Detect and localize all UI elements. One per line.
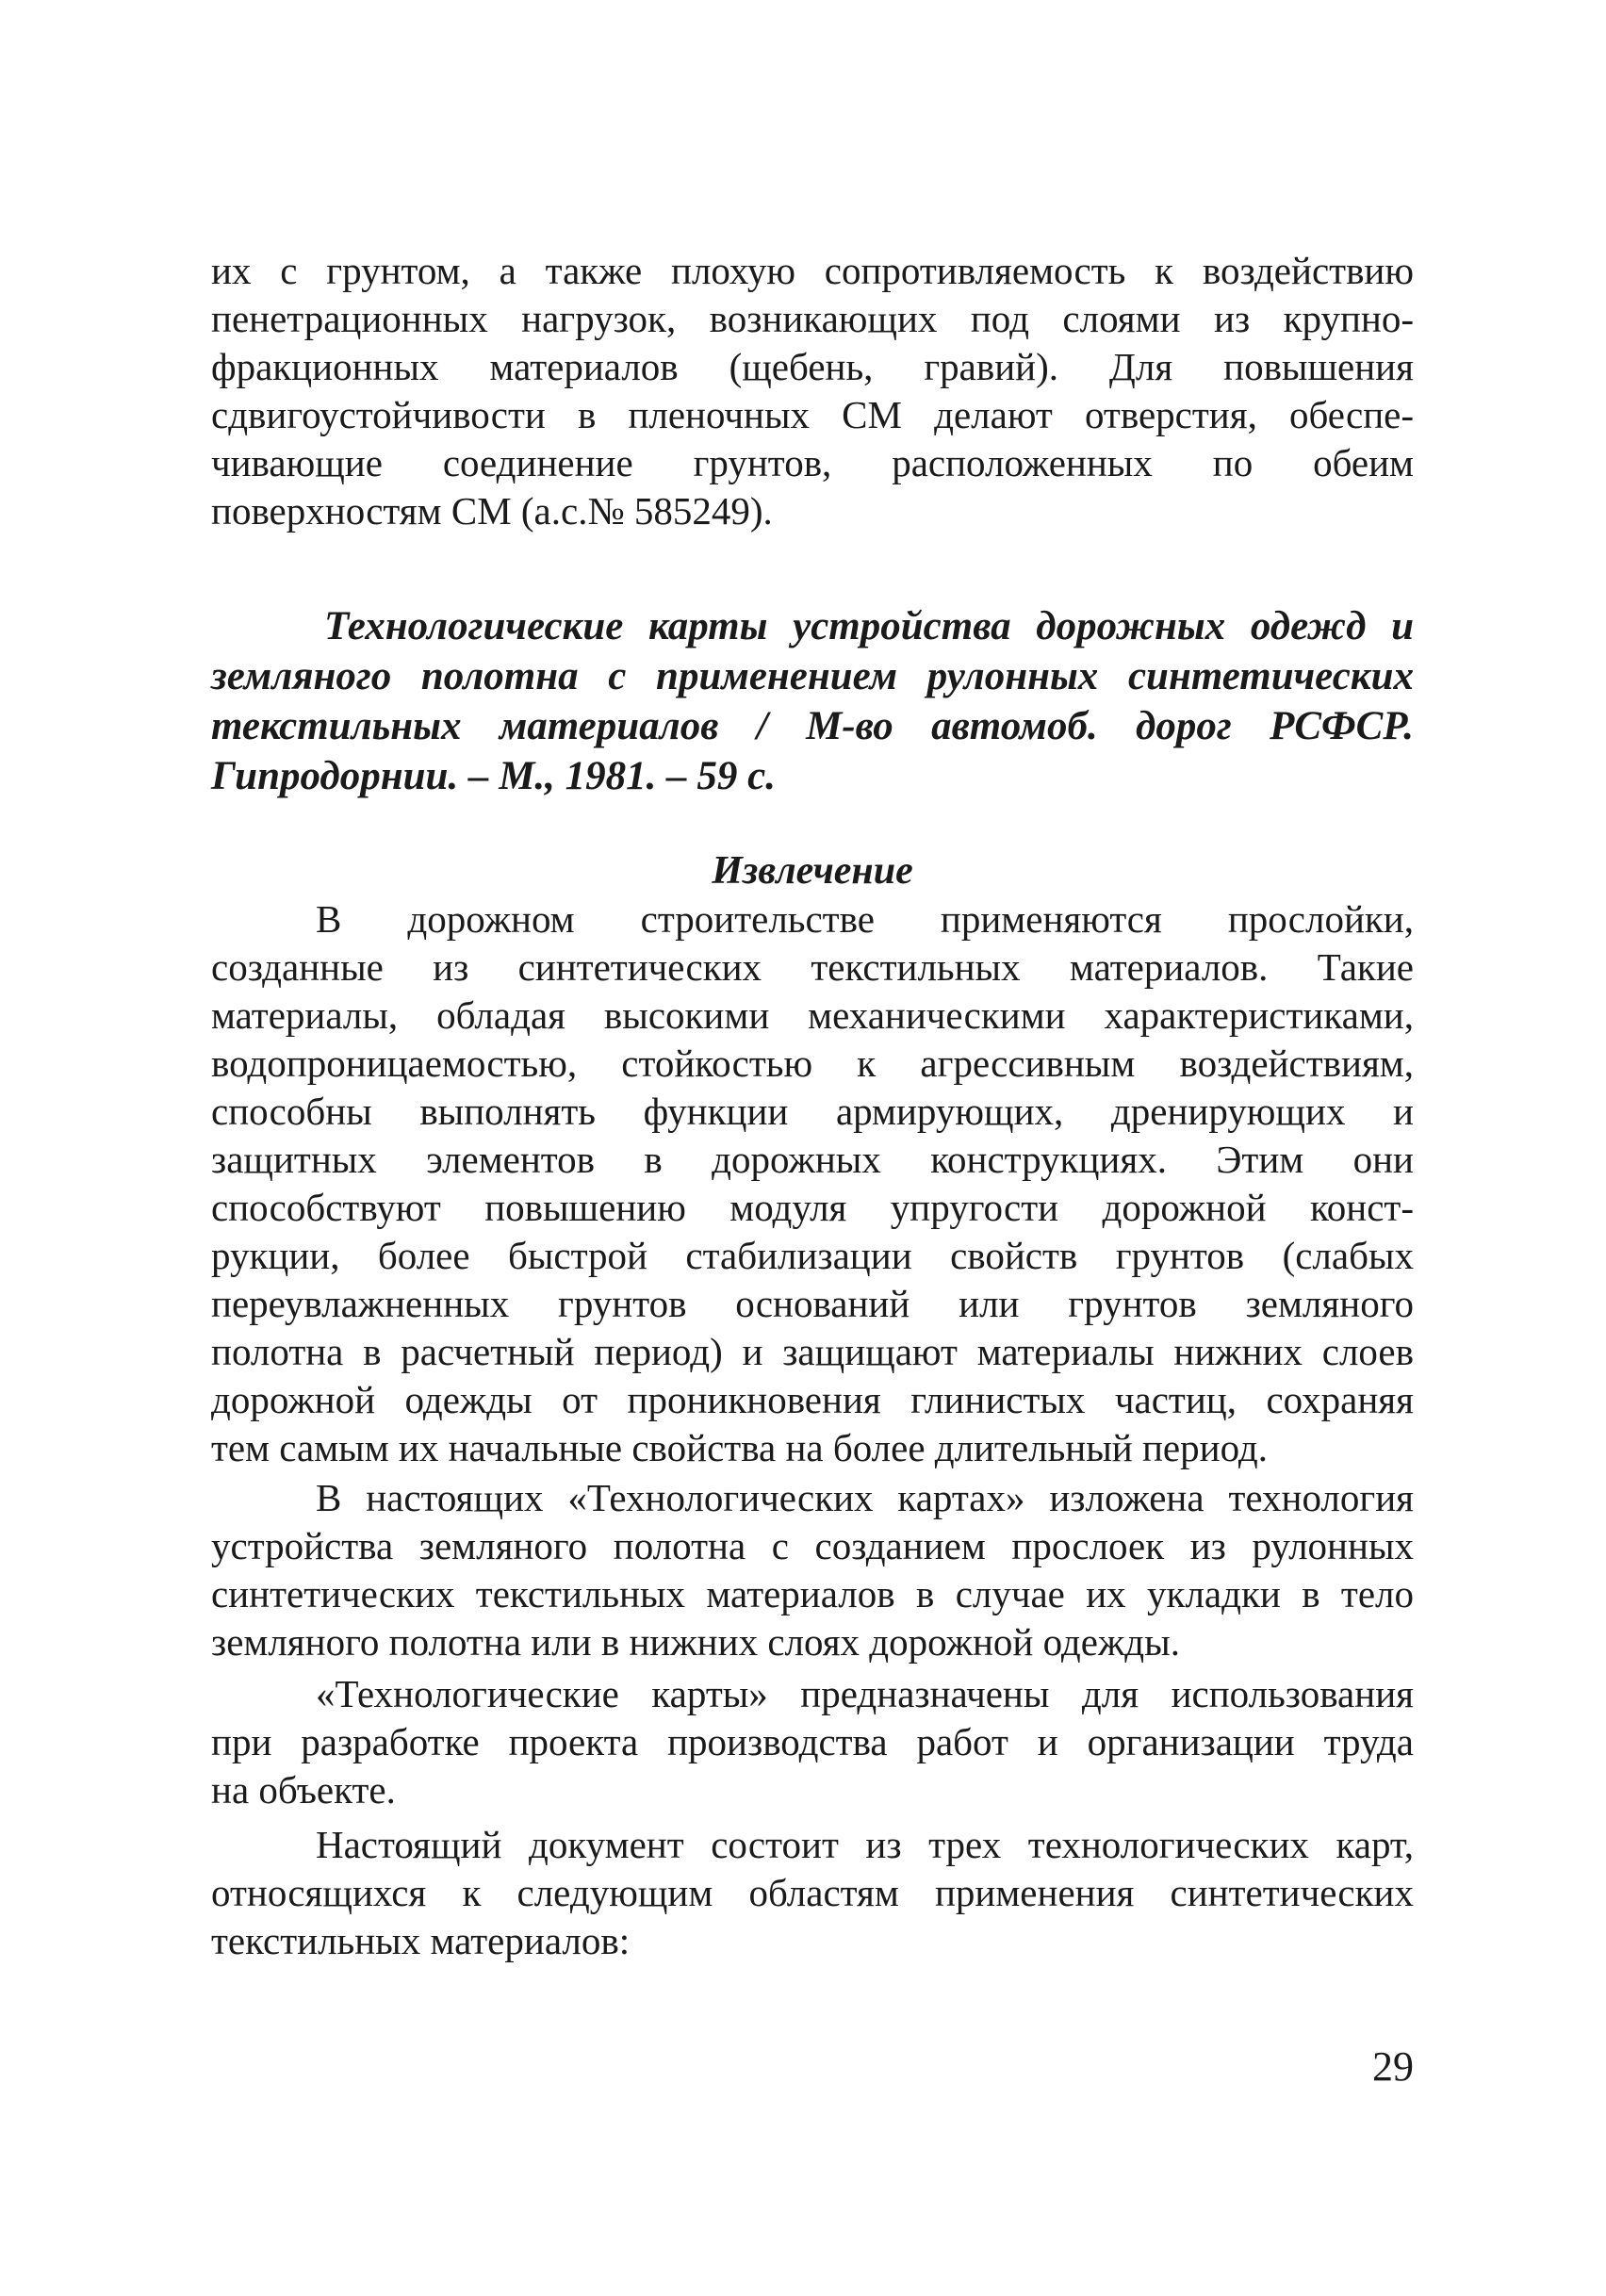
- text-line: дорожной одежды от проникновения глинистых частиц, сохраняя: [211, 1378, 1414, 1421]
- text-line: тем самым их начальные свойства на более длительный период.: [211, 1426, 1268, 1469]
- text-line: относящихся к следующим областям применения синтетических: [211, 1871, 1414, 1914]
- reference-line: земляного полотна с применением рулонных синтетических: [211, 654, 1414, 698]
- reference-line: Гипродорнии. – М., 1981. – 59 с.: [211, 754, 777, 798]
- text-line: чивающие соединение грунтов, расположенных по обеим: [211, 441, 1414, 484]
- text-line: защитных элементов в дорожных конструкциях. Этим они: [211, 1138, 1414, 1181]
- text-line: Настоящий документ состоит из трех технологических карт,: [316, 1823, 1414, 1866]
- paragraph-1: [211, 895, 1414, 1472]
- text-line: В настоящих «Технологических картах» изложена технология: [316, 1476, 1414, 1519]
- text-line: созданные из синтетических текстильных материалов. Такие: [211, 945, 1414, 989]
- text-line: их с грунтом, а также плохую сопротивляемость к воздействию: [211, 249, 1414, 292]
- text-line: рукции, более быстрой стабилизации свойств грунтов (слабых: [211, 1234, 1414, 1277]
- paragraph-3: [211, 1670, 1414, 1814]
- section-heading: Извлечение: [712, 849, 913, 893]
- paragraph-2: [211, 1474, 1414, 1666]
- text-line: водопроницаемостью, стойкостью к агрессивным воздействиям,: [211, 1041, 1414, 1085]
- text-line: способны выполнять функции армирующих, дренирующих и: [211, 1090, 1414, 1133]
- text-line: фракционных материалов (щебень, гравий). Для повышения: [211, 345, 1414, 388]
- text-line: полотна в расчетный период) и защищают материалы нижних слоев: [211, 1330, 1414, 1373]
- text-line: «Технологические карты» предназначены для использования: [316, 1672, 1414, 1715]
- paragraph-4: [211, 1821, 1414, 1965]
- text-line: земляного полотна или в нижних слоях дорожной одежды.: [211, 1620, 1180, 1664]
- bibliographic-reference: [211, 601, 1414, 801]
- text-line: на объекте.: [211, 1768, 396, 1812]
- text-line: синтетических текстильных материалов в случае их укладки в тело: [211, 1572, 1414, 1615]
- page-number: 29: [1372, 2043, 1414, 2090]
- text-line: текстильных материалов:: [211, 1919, 631, 1962]
- text-line: способствуют повышению модуля упругости дорожной конст-: [211, 1186, 1414, 1229]
- reference-line: текстильных материалов / М-во автомоб. дорог РСФСР.: [211, 704, 1414, 748]
- reference-line: Технологические карты устройства дорожных одежд и: [324, 604, 1414, 648]
- text-line: В дорожном строительстве применяются прослойки,: [316, 897, 1414, 941]
- text-line: устройства земляного полотна с созданием прослоек из рулонных: [211, 1524, 1414, 1567]
- text-line: пенетрационных нагрузок, возникающих под слоями из крупно-: [211, 297, 1414, 340]
- text-line: поверхностям СМ (а.с.№ 585249).: [211, 489, 773, 533]
- text-line: материалы, обладая высокими механическими характеристиками,: [211, 993, 1414, 1037]
- text-line: при разработке проекта производства работ и организации труда: [211, 1720, 1414, 1763]
- text-line: переувлажненных грунтов оснований или грунтов земляного: [211, 1282, 1414, 1325]
- text-line: сдвигоустойчивости в пленочных СМ делают отверстия, обеспе-: [211, 393, 1414, 436]
- intro-paragraph: [211, 247, 1414, 535]
